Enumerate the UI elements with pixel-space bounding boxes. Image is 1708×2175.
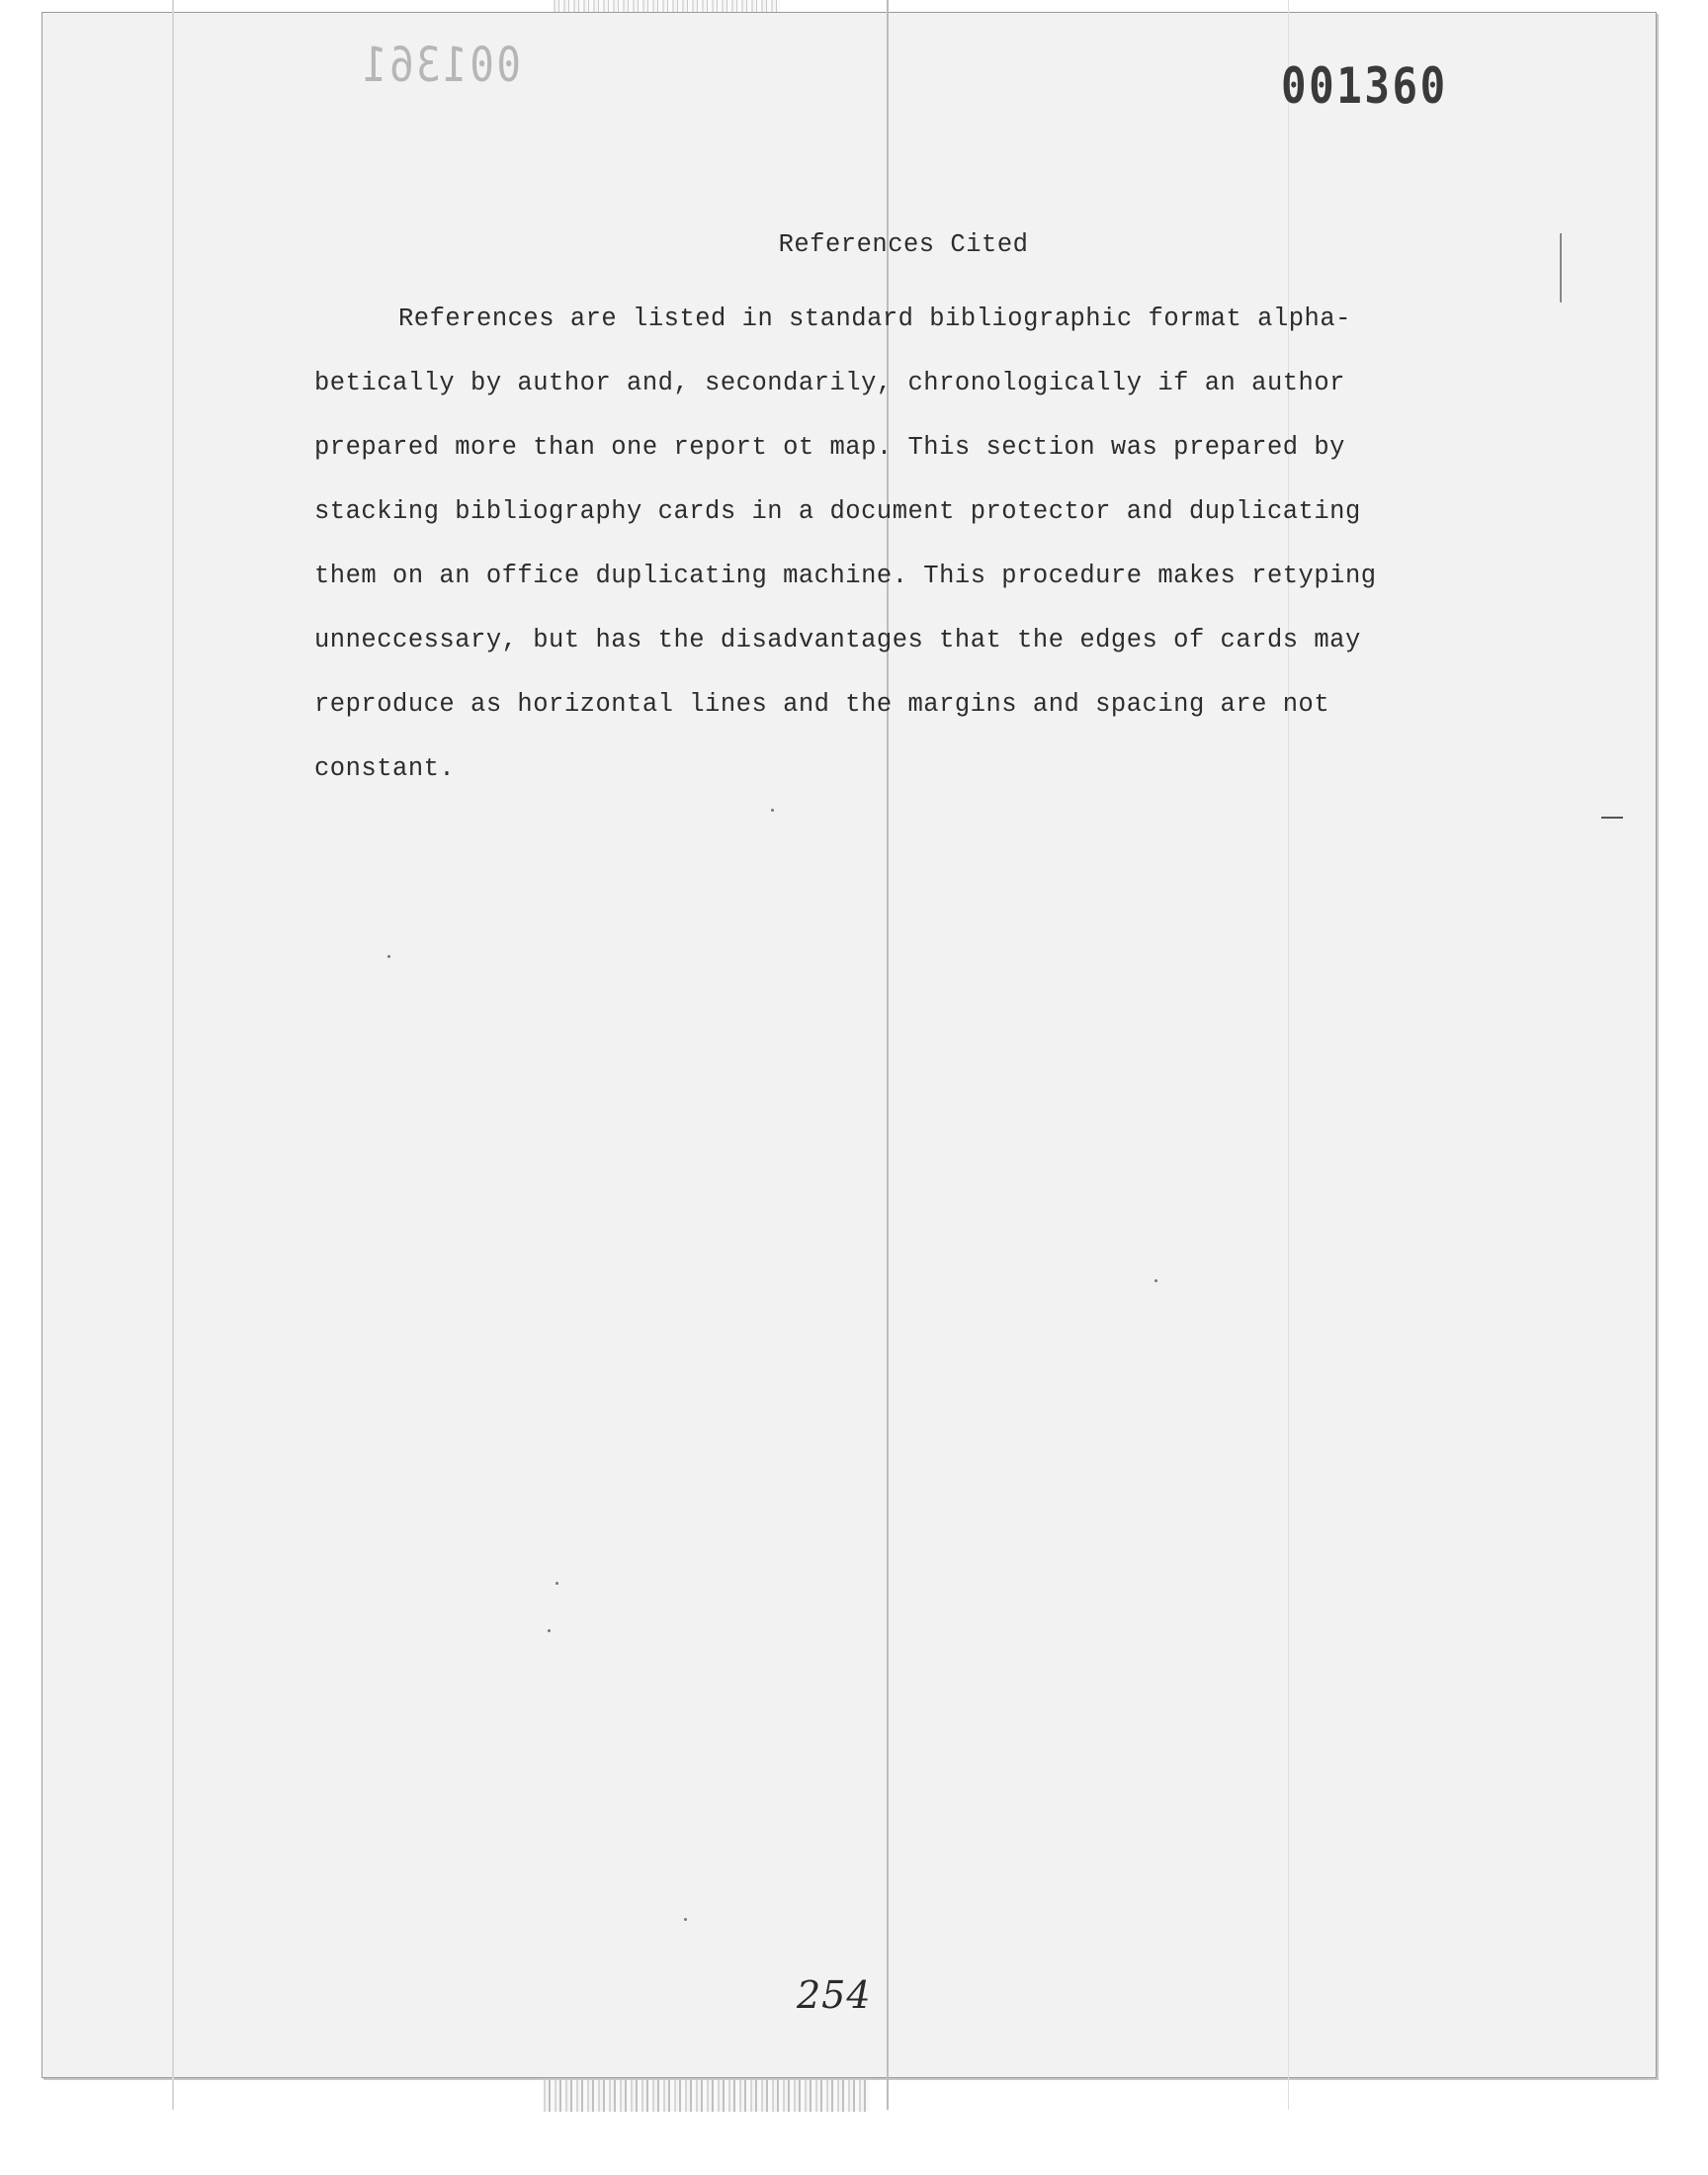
paragraph-line: unneccessary, but has the disadvantages that the edges of cards may (314, 626, 1361, 654)
paragraph-line: them on an office duplicating machine. This procedure makes retyping (314, 562, 1377, 590)
page-number: 254 (797, 1973, 872, 2017)
paragraph-line: stacking bibliography cards in a document protector and duplicating (314, 497, 1361, 526)
scan-speck (771, 809, 774, 812)
scan-speck (555, 1582, 558, 1585)
scan-speck (387, 955, 390, 958)
paragraph-line: constant. (314, 754, 456, 783)
paragraph-line: betically by author and, secondarily, chronologically if an author (314, 369, 1345, 397)
scan-speck (548, 1629, 551, 1632)
section-heading: References Cited (778, 230, 1029, 259)
margin-dash (1601, 817, 1623, 819)
explanatory-paragraph (314, 287, 1433, 801)
margin-mark (1560, 233, 1562, 303)
control-number: 001360 (1281, 57, 1448, 115)
text-body (314, 225, 1433, 801)
scan-speck (684, 1918, 687, 1921)
scan-line-left (172, 0, 174, 2110)
paragraph-line: prepared more than one report ot map. This section was prepared by (314, 433, 1345, 462)
paragraph-line: References are listed in standard bibliographic format alpha- (398, 304, 1351, 333)
scan-speck (1154, 1279, 1157, 1282)
paragraph-line: reproduce as horizontal lines and the margins and spacing are not (314, 690, 1330, 719)
ghost-control-number: 001361 (360, 38, 522, 93)
scan-streak-bottom (544, 2080, 870, 2112)
